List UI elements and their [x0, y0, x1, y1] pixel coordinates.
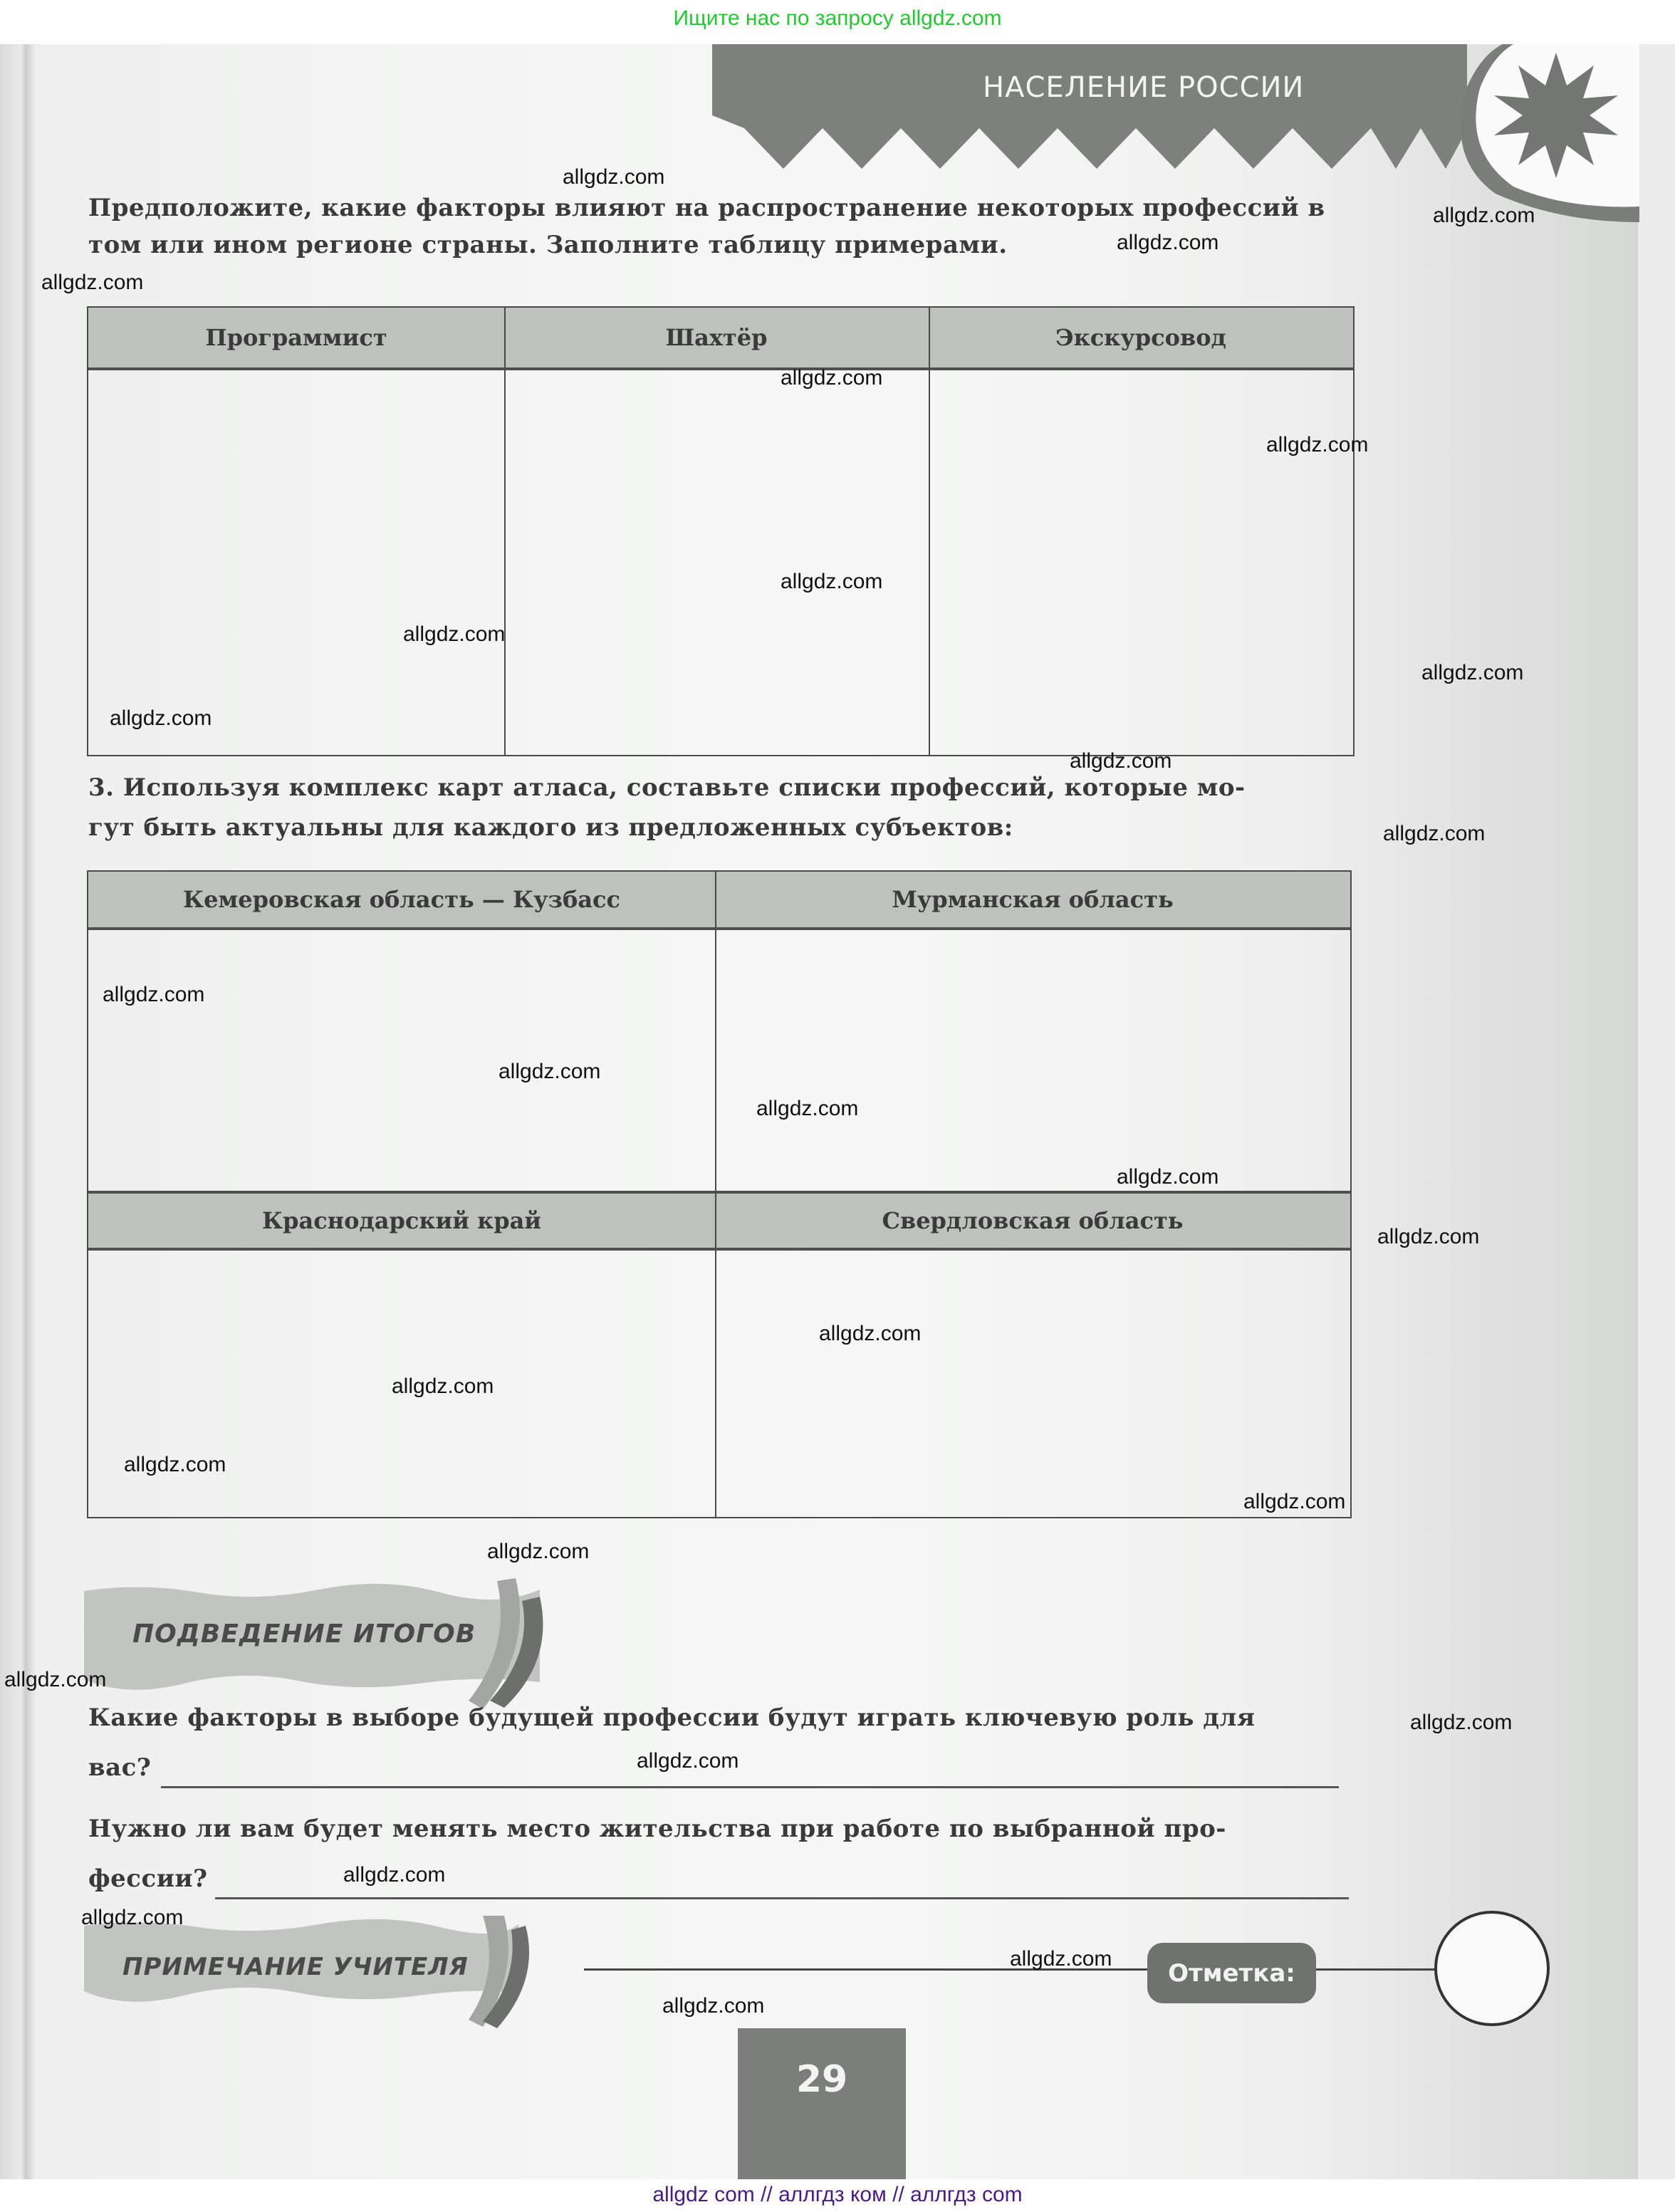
- star-emblem-icon: [1453, 44, 1639, 222]
- column-header-sverdlovsk: Свердловская область: [715, 1194, 1350, 1251]
- page-number-tab: [738, 2028, 906, 2179]
- summary-question1-line2: вас?: [88, 1753, 152, 1782]
- column-header-murmansk: Мурманская область: [715, 872, 1350, 930]
- watermark-text: allgdz.com: [1070, 749, 1172, 773]
- watermark-text: allgdz.com: [1117, 231, 1219, 254]
- cell-sverdlovsk-answer[interactable]: [716, 1251, 1350, 1517]
- page-number: 29: [795, 2058, 848, 2101]
- watermark-text: allgdz.com: [819, 1322, 922, 1345]
- summary-answer1-input[interactable]: [161, 1786, 1339, 1788]
- watermark-text: allgdz.com: [1243, 1490, 1346, 1513]
- site-search-hint-bar: [0, 0, 1675, 43]
- watermark-text: allgdz.com: [563, 165, 665, 189]
- column-header-kemerovo: Кемеровская область — Кузбасс: [88, 872, 715, 930]
- watermark-text: allgdz.com: [124, 1453, 226, 1476]
- watermark-text: allgdz.com: [81, 1906, 184, 1929]
- summary-answer2-input[interactable]: [215, 1897, 1349, 1899]
- watermark-text: allgdz.com: [1433, 204, 1535, 227]
- watermark-text: allgdz.com: [756, 1097, 859, 1120]
- watermark-text: allgdz.com: [1383, 822, 1486, 845]
- column-header-tour-guide: Экскурсовод: [929, 308, 1353, 370]
- section-banner: [712, 44, 1467, 172]
- regions-table: [87, 870, 1352, 1518]
- watermark-text: allgdz.com: [403, 622, 506, 646]
- cell-programmer-answer[interactable]: [88, 370, 504, 755]
- cell-murmansk-answer[interactable]: [716, 930, 1350, 1191]
- watermark-text: allgdz.com: [1421, 661, 1524, 684]
- summary-question2-line2: фессии?: [88, 1864, 208, 1893]
- watermark-text: allgdz.com: [1410, 1711, 1513, 1734]
- watermark-text: allgdz.com: [343, 1863, 446, 1887]
- watermark-text: allgdz.com: [392, 1374, 494, 1398]
- cell-miner-answer[interactable]: [506, 370, 929, 755]
- watermark-text: allgdz.com: [781, 366, 883, 390]
- column-header-programmer: Программист: [88, 308, 504, 370]
- watermark-text: allgdz.com: [1266, 433, 1369, 457]
- column-header-miner: Шахтёр: [504, 308, 929, 370]
- watermark-text: allgdz.com: [781, 570, 883, 593]
- search-hint-text: Ищите нас по запросу allgdz.com: [673, 6, 1002, 30]
- watermark-text: allgdz.com: [662, 1994, 765, 2018]
- watermark-text: allgdz.com: [499, 1060, 601, 1083]
- watermark-text: allgdz.com: [103, 983, 205, 1006]
- task2-prompt-line2: том или ином регионе страны. Заполните таблицу примерами.: [88, 231, 1008, 259]
- cell-kemerovo-answer[interactable]: [88, 930, 715, 1191]
- summary-heading: ПОДВЕДЕНИЕ ИТОГОВ: [132, 1619, 476, 1649]
- task3-prompt-line1: 3. Используя комплекс карт атласа, составьте списки профессий, которые мо-: [88, 773, 1246, 802]
- summary-question1-line1: Какие факторы в выборе будущей профессии будут играть ключевую роль для: [88, 1704, 1256, 1732]
- watermark-text: allgdz.com: [4, 1668, 107, 1691]
- task2-prompt-line1: Предположите, какие факторы влияют на распространение некоторых профессий в: [88, 194, 1325, 222]
- watermark-text: allgdz.com: [487, 1540, 590, 1563]
- mark-label: Отметка:: [1147, 1943, 1316, 2003]
- watermark-text: allgdz.com: [110, 706, 212, 730]
- task3-prompt-line2: гут быть актуальны для каждого из предложенных субъектов:: [88, 813, 1013, 842]
- summary-question2-line1: Нужно ли вам будет менять место жительства при работе по выбранной про-: [88, 1815, 1226, 1843]
- footer-links[interactable]: allgdz com // аллгдз ком // аллгдз com: [652, 2183, 1023, 2206]
- watermark-text: allgdz.com: [1010, 1947, 1112, 1971]
- watermark-text: allgdz.com: [1117, 1165, 1219, 1189]
- mark-circle-input[interactable]: [1434, 1911, 1550, 2026]
- site-footer: [0, 2181, 1675, 2212]
- page-right-margin: [1638, 44, 1675, 2179]
- section-title: НАСЕЛЕНИЕ РОССИИ: [983, 71, 1305, 104]
- watermark-text: allgdz.com: [1377, 1225, 1480, 1248]
- cell-tour-guide-answer[interactable]: [930, 370, 1353, 755]
- teacher-note-heading: ПРИМЕЧАНИЕ УЧИТЕЛЯ: [122, 1953, 469, 1981]
- column-header-krasnodar: Краснодарский край: [88, 1194, 715, 1251]
- professions-table: [87, 306, 1355, 756]
- watermark-text: allgdz.com: [637, 1749, 739, 1773]
- watermark-text: allgdz.com: [41, 271, 144, 294]
